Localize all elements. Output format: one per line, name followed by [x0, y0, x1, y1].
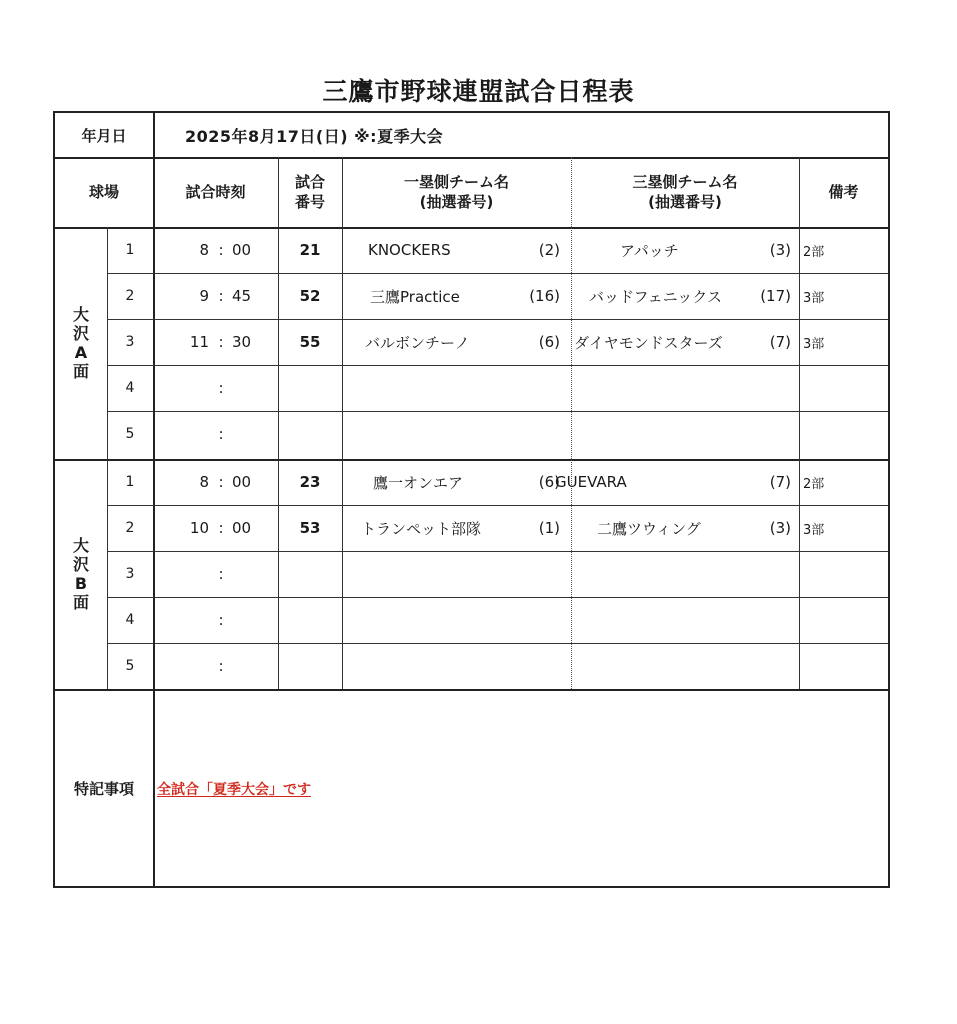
third-base-team: ダイヤモンドスターズ	[574, 333, 723, 352]
table-row	[55, 459, 888, 505]
table-row	[55, 411, 888, 457]
match-number	[278, 597, 342, 643]
special-notes-text: 全試合「夏季大会」です	[157, 782, 311, 798]
header-third-base-line1: 三塁側チーム名	[632, 173, 738, 191]
special-notes-label: 特記事項	[73, 779, 134, 798]
third-base-team: 二鷹ツウィング	[597, 519, 701, 538]
venue-char: A	[74, 343, 88, 362]
match-number: 21	[299, 241, 321, 259]
first-base-draw	[510, 551, 560, 597]
time-hour	[183, 365, 209, 411]
third-base-draw	[745, 551, 791, 597]
third-base-team: バッドフェニックス	[589, 287, 723, 306]
remark: 3部	[803, 290, 825, 306]
first-base-team: 鷹一オンエア	[373, 473, 464, 492]
first-base-draw: (16)	[529, 287, 560, 305]
time-colon: :	[218, 425, 224, 443]
table-row	[55, 365, 888, 411]
schedule-table	[53, 111, 890, 888]
first-base-team: KNOCKERS	[368, 241, 451, 259]
header-match-no-line2: 番号	[294, 193, 325, 211]
date-label: 年月日	[81, 126, 127, 145]
remark: 2部	[803, 476, 825, 492]
third-base-team: アパッチ	[620, 241, 679, 260]
table-row	[55, 597, 888, 643]
match-number: 53	[299, 519, 321, 537]
match-number	[278, 411, 342, 457]
third-base-draw	[745, 643, 791, 689]
header-third-base	[571, 157, 799, 227]
time-hour	[183, 643, 209, 689]
time-minute	[232, 411, 262, 457]
time-minute: 45	[232, 287, 252, 305]
header-field: 球場	[88, 183, 119, 201]
venue-char: 面	[72, 593, 89, 612]
table-row	[55, 551, 888, 597]
table-row	[55, 643, 888, 689]
time-colon: :	[218, 241, 224, 259]
slot-number: 3	[125, 566, 135, 582]
time-colon: :	[218, 565, 224, 583]
venue-char: 大	[72, 536, 89, 555]
time-minute: 00	[232, 519, 252, 537]
slot-number: 4	[125, 612, 135, 628]
first-base-draw	[510, 411, 560, 457]
time-hour: 9	[199, 287, 209, 305]
venue-char: 沢	[72, 555, 89, 574]
third-base-draw	[745, 597, 791, 643]
third-base-draw: (7)	[769, 473, 791, 491]
venue-char: B	[74, 574, 88, 593]
header-first-base	[342, 157, 571, 227]
third-base-draw	[745, 411, 791, 457]
time-hour: 8	[199, 473, 209, 491]
time-hour	[183, 551, 209, 597]
time-colon: :	[218, 611, 224, 629]
table-row	[55, 505, 888, 551]
first-base-draw: (1)	[538, 519, 560, 537]
slot-number: 5	[125, 426, 135, 442]
match-number	[278, 365, 342, 411]
header-first-base-line2: (抽選番号)	[419, 193, 494, 211]
match-number: 23	[299, 473, 321, 491]
remark: 3部	[803, 336, 825, 352]
third-base-draw: (17)	[760, 287, 791, 305]
time-hour: 11	[189, 333, 209, 351]
venue-char: 大	[72, 305, 89, 324]
first-base-draw	[510, 597, 560, 643]
header-remarks: 備考	[828, 183, 859, 201]
first-base-draw: (6)	[538, 473, 560, 491]
date-value: 2025年8月17日(日) ※:夏季大会	[185, 126, 444, 146]
table-row	[55, 319, 888, 365]
time-hour: 8	[199, 241, 209, 259]
slot-number: 1	[125, 242, 135, 258]
time-colon: :	[218, 287, 224, 305]
time-hour	[183, 411, 209, 457]
time-hour	[183, 597, 209, 643]
header-third-base-line2: (抽選番号)	[648, 193, 722, 211]
first-base-draw	[510, 643, 560, 689]
first-base-team: バルボンチーノ	[365, 333, 470, 352]
slot-number: 3	[125, 334, 135, 350]
time-colon: :	[218, 519, 224, 537]
time-minute	[232, 365, 262, 411]
header-match-no	[278, 157, 342, 227]
third-base-team: GUEVARA	[555, 473, 627, 491]
match-number	[278, 643, 342, 689]
first-base-team: 三鷹Practice	[370, 287, 460, 306]
first-base-team: トランペット部隊	[361, 519, 482, 538]
header-match-no-line1: 試合	[294, 173, 325, 191]
first-base-draw: (6)	[538, 333, 560, 351]
page-title: 三鷹市野球連盟試合日程表	[322, 77, 635, 106]
time-colon: :	[218, 657, 224, 675]
slot-number: 4	[125, 380, 135, 396]
remark: 3部	[803, 522, 825, 538]
slot-number: 1	[125, 474, 135, 490]
time-colon: :	[218, 379, 224, 397]
table-row	[55, 273, 888, 319]
slot-number: 5	[125, 658, 135, 674]
table-row	[55, 227, 888, 273]
time-minute: 00	[232, 241, 252, 259]
third-base-draw: (3)	[769, 519, 791, 537]
venue-char: 面	[72, 362, 89, 381]
time-minute	[232, 597, 262, 643]
match-number: 55	[299, 333, 321, 351]
slot-number: 2	[125, 288, 135, 304]
time-hour: 10	[189, 519, 209, 537]
header-first-base-line1: 一塁側チーム名	[403, 173, 509, 191]
match-number	[278, 551, 342, 597]
time-minute	[232, 643, 262, 689]
time-minute: 00	[232, 473, 252, 491]
third-base-draw: (7)	[769, 333, 791, 351]
venue-char: 沢	[72, 324, 89, 343]
time-colon: :	[218, 473, 224, 491]
time-minute	[232, 551, 262, 597]
time-minute: 30	[232, 333, 252, 351]
match-number: 52	[299, 287, 321, 305]
third-base-draw: (3)	[769, 241, 791, 259]
remark: 2部	[803, 244, 825, 260]
first-base-draw: (2)	[538, 241, 560, 259]
slot-number: 2	[125, 520, 135, 536]
third-base-draw	[745, 365, 791, 411]
header-time: 試合時刻	[185, 183, 246, 201]
first-base-draw	[510, 365, 560, 411]
time-colon: :	[218, 333, 224, 351]
